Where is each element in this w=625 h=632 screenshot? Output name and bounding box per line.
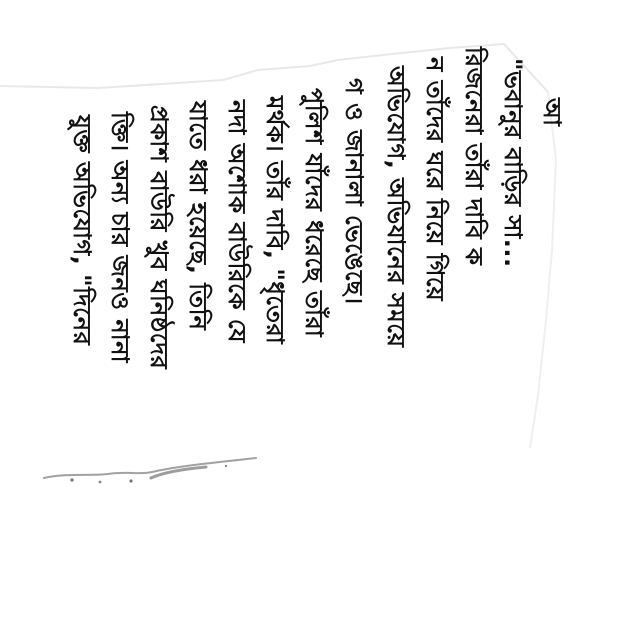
text-line-5: অভিযোগ, অভিযানের সময়ে — [382, 66, 410, 348]
text-line-9: নদা অশোক বাউরিকে যে — [223, 100, 251, 343]
text-line-6: গ ও জানালা ভেঙেছে। — [340, 78, 368, 305]
text-line-11: প্রকাশ বাউরি খুব ঘনিষ্ঠদের — [145, 105, 173, 370]
text-line-3: রিজনেরা তাঁরা দাবি ক — [460, 47, 488, 266]
text-line-12: ক্তি। অন্য চার জনও নানা — [106, 112, 134, 363]
text-line-4: ন তাঁদের ঘরে নিয়ে গিয়ে — [421, 57, 449, 302]
text-line-2: "ভবানুর বাড়ির সা... — [499, 58, 527, 268]
text-line-7: পুলিশ যাঁদের ধরেছে তাঁরা — [300, 88, 328, 338]
text-line-10: যাতে ধরা হয়েছে, তিনি — [184, 101, 212, 331]
text-line-1: আ — [538, 98, 566, 127]
text-line-8: মর্থক। তাঁর দাবি, "ধৃতেরা — [261, 96, 289, 345]
text-line-13: যুক্ত অভিযোগ, "দিনের — [68, 115, 96, 346]
